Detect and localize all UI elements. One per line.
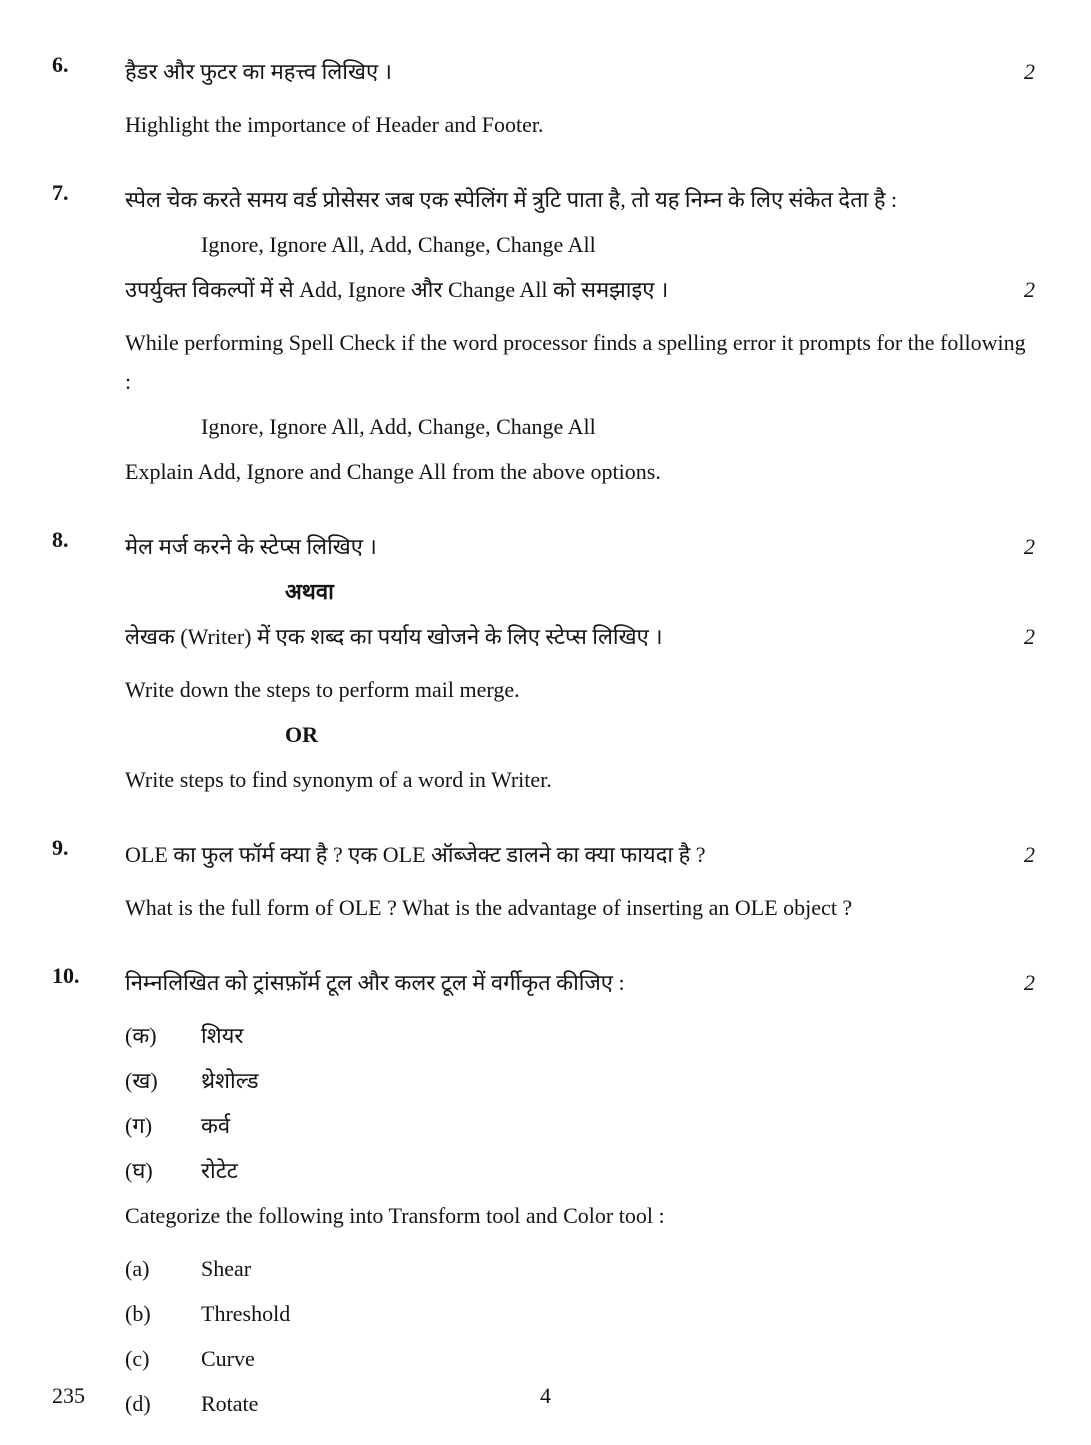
list-item-english [125,1249,1035,1288]
item-text: Curve [201,1346,255,1371]
question-7 [52,180,1035,497]
question-text-english: Highlight the importance of Header and Footer. [125,112,544,137]
item-label: (घ) [125,1158,153,1183]
item-label: (b) [125,1301,151,1326]
item-label: (ग) [125,1113,153,1138]
hindi-text: हैडर और फुटर का महत्त्व लिखिए । [125,59,392,84]
question-body [125,835,1035,933]
page-number: 4 [540,1383,551,1408]
question-8 [52,527,1035,805]
hindi-text: उपर्युक्त विकल्पों में से Add, Ignore और Change All को समझाइए । [125,277,669,302]
page-footer [0,1376,1091,1415]
question-number: 6. [52,52,69,77]
options-line-english: Ignore, Ignore All, Add, Change, Change All [201,414,596,439]
question-9 [52,835,1035,933]
question-intro-hindi: स्पेल चेक करते समय वर्ड प्रोसेसर जब एक स्पेलिंग में त्रुटि पाता है, तो यह निम्न के लिए संकेत देता है : [125,187,898,212]
question-second-hindi [125,617,1035,656]
hindi-text: मेल मर्ज करने के स्टेप्स लिखिए । [125,534,377,559]
question-text-hindi [125,52,1035,91]
or-label-english: OR [285,722,318,747]
marks-value: 2 [1024,970,1035,995]
item-label: (c) [125,1346,150,1371]
marks-value: 2 [1024,842,1035,867]
question-10 [52,963,1035,1429]
question-text-hindi [125,835,1035,874]
question-intro-hindi [125,963,1035,1002]
question-body [125,963,1035,1429]
item-text: Threshold [201,1301,291,1326]
hindi-text: निम्नलिखित को ट्रांसफ़ॉर्म टूल और कलर टूल में वर्गीकृत कीजिए : [125,970,625,995]
marks-value: 2 [1024,277,1035,302]
or-label-hindi: अथवा [285,579,334,604]
hindi-text: OLE का फुल फॉर्म क्या है ? एक OLE ऑब्जेक्ट डालने का क्या फायदा है ? [125,842,706,867]
list-item-hindi [125,1106,1035,1145]
question-intro-english: While performing Spell Check if the word processor finds a spelling error it prompts for the following : [125,330,1026,394]
list-item-hindi [125,1016,1035,1055]
options-line-hindi: Ignore, Ignore All, Add, Change, Change All [201,232,596,257]
item-text: Shear [201,1256,252,1281]
item-text: Rotate [201,1391,259,1416]
question-second-english: Write steps to find synonym of a word in Writer. [125,767,552,792]
paper-code: 235 [52,1383,85,1408]
question-text-english: What is the full form of OLE ? What is the advantage of inserting an OLE object ? [125,895,853,920]
question-number: 7. [52,180,69,205]
question-number: 8. [52,527,69,552]
marks-value: 2 [1024,534,1035,559]
marks-value: 2 [1024,624,1035,649]
item-label: (ख) [125,1068,158,1093]
list-item-english [125,1339,1035,1378]
list-item-hindi [125,1061,1035,1100]
question-body [125,52,1035,150]
list-item-hindi [125,1151,1035,1190]
item-text: रोटेट [201,1158,238,1183]
item-label: (क) [125,1023,157,1048]
question-6 [52,52,1035,150]
question-number: 10. [52,963,80,988]
marks-value: 2 [1024,59,1035,84]
question-first-hindi [125,527,1035,566]
question-body [125,527,1035,805]
question-intro-english: Categorize the following into Transform tool and Color tool : [125,1203,665,1228]
question-text-hindi [125,270,1035,309]
question-text-english: Explain Add, Ignore and Change All from the above options. [125,459,661,484]
list-item-english [125,1294,1035,1333]
question-first-english: Write down the steps to perform mail merge. [125,677,520,702]
item-text: थ्रेशोल्ड [201,1068,259,1093]
question-number: 9. [52,835,69,860]
item-label: (d) [125,1391,151,1416]
item-text: शियर [201,1023,244,1048]
hindi-text: लेखक (Writer) में एक शब्द का पर्याय खोजने के लिए स्टेप्स लिखिए । [125,624,663,649]
item-label: (a) [125,1256,150,1281]
item-text: कर्व [201,1113,231,1138]
question-body [125,180,1035,497]
